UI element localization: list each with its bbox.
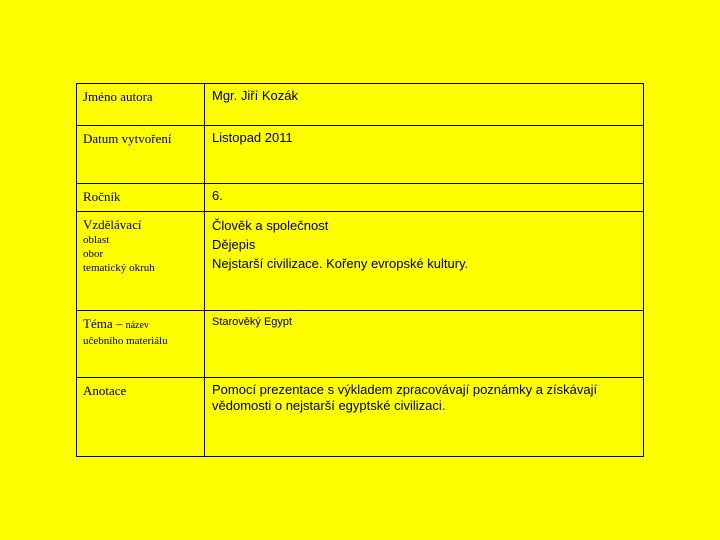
table-row-author	[77, 84, 644, 126]
value-cell	[205, 184, 644, 212]
table-row-annotation	[77, 378, 644, 457]
topic-label-dash: –	[115, 316, 123, 331]
table-row-topic	[77, 311, 644, 378]
author-value: Mgr. Jiří Kozák	[212, 88, 298, 103]
date-value: Listopad 2011	[212, 130, 293, 145]
education-label: Vzdělávací	[83, 217, 142, 232]
grade-label: Ročník	[83, 189, 121, 204]
label-cell	[77, 84, 205, 126]
education-subject-value: Dějepis	[212, 237, 256, 252]
education-area-value: Člověk a společnost	[212, 218, 329, 233]
table-row-date	[77, 126, 644, 184]
label-cell	[77, 212, 205, 311]
label-cell	[77, 184, 205, 212]
table-row-education	[77, 212, 644, 311]
topic-value: Starověký Egypt	[212, 316, 293, 328]
metadata-table	[76, 83, 644, 457]
label-cell	[77, 311, 205, 378]
annotation-value: Pomocí prezentace s výkladem zpracovávají poznámky a získávají vědomosti o nejstarší egyptské civilizaci.	[212, 382, 598, 413]
topic-label-small: název	[125, 320, 149, 331]
value-cell	[205, 378, 644, 457]
grade-value: 6.	[212, 188, 223, 203]
date-label: Datum vytvoření	[83, 131, 172, 146]
value-cell	[205, 212, 644, 311]
value-cell	[205, 126, 644, 184]
table-row-grade	[77, 184, 644, 212]
author-label: Jméno autora	[83, 89, 153, 104]
value-cell	[205, 84, 644, 126]
education-topic-label: tematický okruh	[83, 262, 155, 274]
topic-label-main: Téma	[83, 316, 113, 331]
education-area-label: oblast	[83, 234, 110, 246]
topic-sublabel: učebního materiálu	[83, 335, 168, 347]
annotation-label: Anotace	[83, 383, 127, 398]
label-cell	[77, 378, 205, 457]
topic-label	[77, 311, 204, 334]
education-subject-label: obor	[83, 248, 104, 260]
value-cell	[205, 311, 644, 378]
education-topic-value: Nejstarší civilizace. Kořeny evropské kultury.	[212, 256, 469, 271]
label-cell	[77, 126, 205, 184]
